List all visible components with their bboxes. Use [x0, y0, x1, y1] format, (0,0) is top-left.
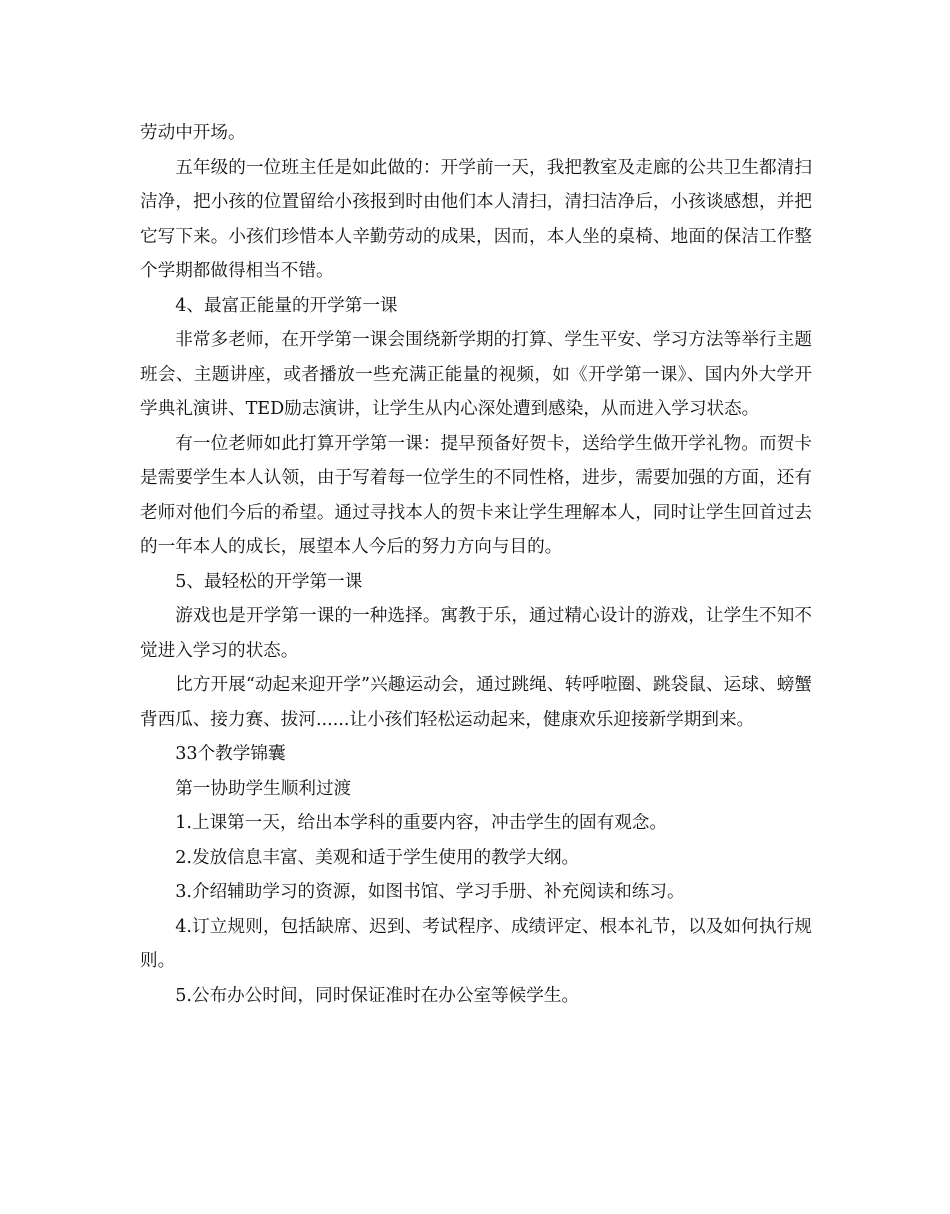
- list-item-3: 3.介绍辅助学习的资源，如图书馆、学习手册、补充阅读和练习。: [175, 882, 685, 902]
- paragraph-3: 非常多老师，在开学第一课会围绕新学期的打算、学生平安、学习方法等举行主题班会、主题讲座，或者播放一些充满正能量的视频，如《开学第一课》、国内外大学开学典礼演讲、TED励志演讲，让学生从内心深处遭到感染，从而进入学习状态。: [140, 330, 812, 419]
- list-item-1: 1.上课第一天，给出本学科的重要内容，冲击学生的固有观念。: [175, 813, 668, 833]
- paragraph-6: 比方开展“动起来迎开学”兴趣运动会，通过跳绳、转呼啦圈、跳袋鼠、运球、螃蟹背西瓜、接力赛、拔河......让小孩们轻松运动起来，健康欢乐迎接新学期到来。: [140, 675, 812, 730]
- document-body: [140, 116, 812, 1013]
- paragraph-4: 有一位老师如此打算开学第一课：提早预备好贺卡，送给学生做开学礼物。而贺卡是需要学生本人认领，由于写着每一位学生的不同性格，进步，需要加强的方面，还有老师对他们今后的希望。通过寻找本人的贺卡来让学生理解本人，同时让学生回首过去的一年本人的成长，展望本人今后的努力方向与目的。: [140, 433, 812, 557]
- section-heading-tips: 33个教学锦囊: [175, 744, 286, 764]
- paragraph-2: 五年级的一位班主任是如此做的：开学前一天，我把教室及走廊的公共卫生都清扫洁净，把小孩的位置留给小孩报到时由他们本人清扫，清扫洁净后，小孩谈感想，并把它写下来。小孩们珍惜本人辛勤劳动的成果，因而，本人坐的桌椅、地面的保洁工作整个学期都做得相当不错。: [140, 157, 812, 281]
- list-item-2: 2.发放信息丰富、美观和适于学生使用的教学大纲。: [175, 847, 580, 868]
- paragraph-5: 游戏也是开学第一课的一种选择。寓教于乐，通过精心设计的游戏，让学生不知不觉进入学习的状态。: [140, 606, 812, 661]
- subheading-transition: 第一协助学生顺利过渡: [175, 778, 352, 799]
- paragraph-1: 劳动中开场。: [140, 123, 246, 143]
- section-heading-5: 5、最轻松的开学第一课: [175, 571, 363, 592]
- section-heading-4: 4、最富正能量的开学第一课: [175, 295, 398, 316]
- list-item-4: 4.订立规则，包括缺席、迟到、考试程序、成绩评定、根本礼节，以及如何执行规则。: [140, 916, 812, 971]
- list-item-5: 5.公布办公时间，同时保证准时在办公室等候学生。: [175, 985, 580, 1006]
